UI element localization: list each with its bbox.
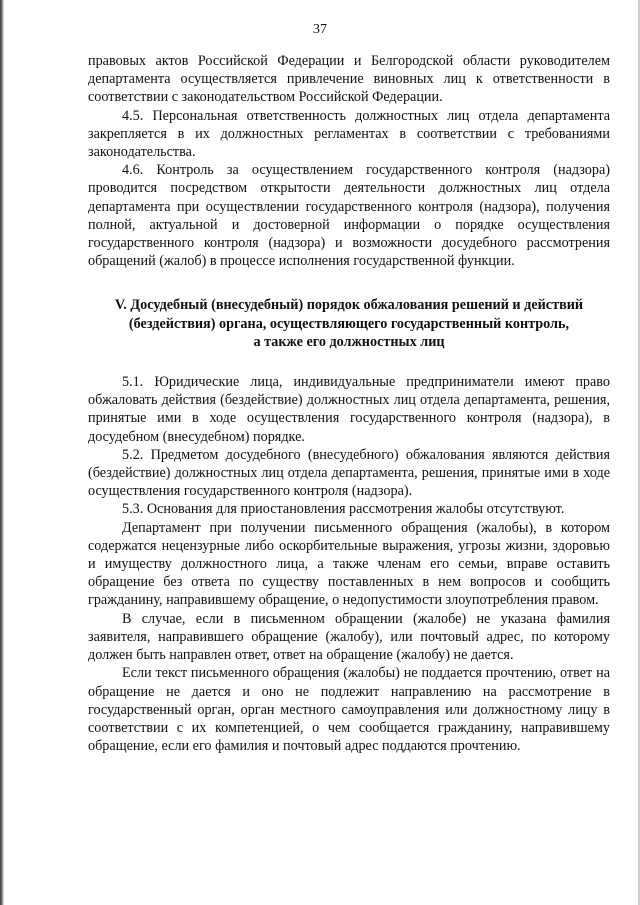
spacer [88, 270, 610, 296]
section-title-line-2: (бездействия) органа, осуществляющего государственный контроль, [128, 315, 570, 332]
section-title-line-3: а также его должностных лиц [253, 333, 445, 350]
paragraph-continuation: правовых актов Российской Федерации и Белгородской области руководителем департамента осуществляется привлечение виновных лиц к ответственности в соответствии с законодательством Российской Федерации. [88, 53, 610, 106]
paragraph-5-3: 5.3. Основания для приостановления рассмотрения жалобы отсутствуют. [122, 501, 565, 518]
paragraph-unreadable-text: Если текст письменного обращения (жалобы) не поддается прочтению, ответ на обращение не дается и оно не подлежит направлению на рассмотрение в государственный орган, орган местного самоуправления или должностному лицу в соответствии с их компетенцией, о чем сообщается гражданину, направившему обращение, если его фамилия и почтовый адрес поддаются прочтению. [88, 665, 610, 755]
paragraph-4-5: 4.5. Персональная ответственность должностных лиц отдела департамента закрепляется в их должностных регламентах в соответствии с требованиями законодательства. [88, 107, 610, 161]
paragraph-5-2: 5.2. Предметом досудебного (внесудебного) обжалования являются действия (бездействие) должностных лиц отдела департамента, решения, принятые ими в ходе осуществления государственного контроля (надзора). [88, 446, 610, 500]
scan-left-edge [0, 0, 4, 905]
document-body [88, 52, 610, 755]
section-title [88, 296, 610, 351]
paragraph-5-1: 5.1. Юридические лица, индивидуальные предприниматели имеют право обжаловать действия (бездействие) должностных лиц отдела департамента, решения, принятые ими в ходе осуществления государственного контроля (надзора), в досудебном (внесудебном) порядке. [88, 374, 610, 445]
page-number: 37 [313, 22, 327, 37]
paragraph-missing-name: В случае, если в письменном обращении (жалобе) не указана фамилия заявителя, направившего обращение (жалобу), или почтовый адрес, по которому должен быть направлен ответ, ответ на обращение (жалобу) не дается. [88, 610, 610, 664]
paragraph-obscene-complaints: Департамент при получении письменного обращения (жалобы), в котором содержатся нецензурные либо оскорбительные выражения, угрозы жизни, здоровью и имуществу должностного лица, а также членам его семьи, вправе оставить обращение без ответа по существу поставленных в нем вопросов и сообщить гражданину, направившему обращение, о недопустимости злоупотребления правом. [88, 519, 610, 609]
paragraph-4-6: 4.6. Контроль за осуществлением государственного контроля (надзора) проводится посредством открытости деятельности должностных лиц отдела департамента при осуществлении государственного контроля (надзора), получения полной, актуальной и достоверной информации о порядке осуществления государственного контроля (надзора) и возможности досудебного рассмотрения обращений (жалоб) в процессе исполнения государственной функции. [88, 162, 610, 270]
spacer [88, 351, 610, 373]
section-title-line-1: V. Досудебный (внесудебный) порядок обжалования решений и действий [114, 297, 584, 314]
